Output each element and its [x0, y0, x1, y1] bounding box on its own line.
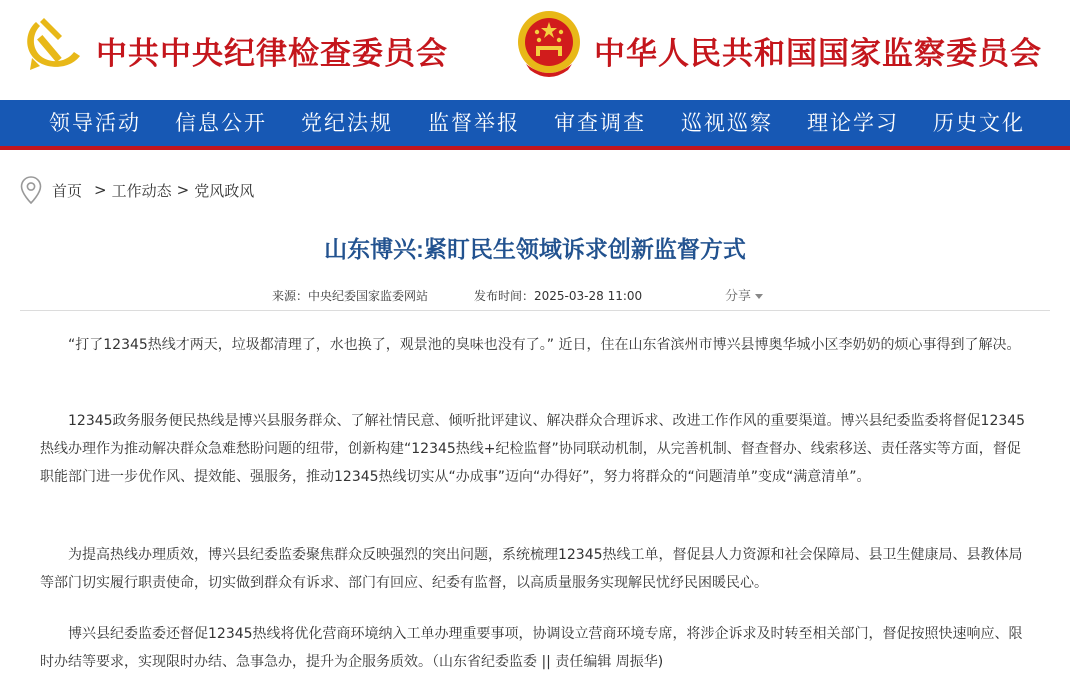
nav-item-investigation[interactable]: 审查调查	[554, 111, 646, 135]
breadcrumb-work-news[interactable]: 工作动态	[111, 181, 172, 200]
article-source	[272, 287, 428, 304]
nav-item-supervision-report[interactable]: 监督举报	[428, 111, 520, 135]
nav-item-theory-study[interactable]: 理论学习	[807, 111, 899, 135]
nav-item-leadership[interactable]: 领导活动	[49, 111, 141, 135]
breadcrumb	[20, 176, 254, 204]
article-paragraph: 12345政务服务便民热线是博兴县服务群众、了解社情民意、倾听批评建议、解决群众合理诉求、改进工作作风的重要渠道。博兴县纪委监委将督促12345热线办理作为推动解决群众急难愁盼问题的纽带，创新构建“12345热线+纪检监督”协同联动机制，从完善机制、督查督办、线索移送、责任落实等方面，督促职能部门进一步优作风、提效能、强服务，推动12345热线切实从“办成事”迈向“办得好”，努力将群众的“问题清单”变成“满意清单”。	[40, 413, 1026, 485]
party-emblem-icon	[18, 8, 86, 76]
source-value: 中央纪委国家监委网站	[308, 289, 429, 303]
share-label: 分享	[725, 289, 752, 304]
divider	[20, 310, 1050, 311]
main-nav	[0, 100, 1070, 150]
breadcrumb-conduct[interactable]: 党风政风	[194, 181, 255, 200]
time-label: 发布时间：	[474, 289, 535, 303]
right-site-title: 中华人民共和国国家监察委员会	[594, 36, 1042, 72]
location-pin-icon	[20, 176, 42, 204]
time-value: 2025-03-28 11:00	[534, 289, 643, 303]
article-paragraph: 为提高热线办理质效，博兴县纪委监委聚焦群众反映强烈的突出问题，系统梳理12345热线工单，督促县人力资源和社会保障局、县卫生健康局、县教体局等部门切实履行职责使命，切实做到群众有诉求、部门有回应、纪委有监督，以高质量服务实现解民忧纾民困暖民心。	[40, 547, 1023, 591]
nav-item-party-regulations[interactable]: 党纪法规	[301, 111, 393, 135]
national-emblem-icon	[516, 8, 582, 80]
article-title: 山东博兴:紧盯民生领域诉求创新监督方式	[324, 236, 746, 262]
share-button[interactable]	[725, 285, 763, 304]
breadcrumb-separator: >	[176, 181, 190, 199]
caret-down-icon	[755, 294, 763, 299]
source-label: 来源：	[272, 289, 309, 303]
left-site-title: 中共中央纪律检查委员会	[96, 36, 448, 72]
breadcrumb-home[interactable]: 首页	[52, 181, 83, 200]
article-paragraph: “打了12345热线才两天，垃圾都清理了，水也换了，观景池的臭味也没有了。” 近日，住在山东省滨州市博兴县博奥华城小区李奶奶的烦心事得到了解决。	[68, 337, 1021, 353]
nav-item-inspection-tours[interactable]: 巡视巡察	[681, 111, 773, 135]
article-time	[474, 287, 642, 304]
nav-item-history-culture[interactable]: 历史文化	[933, 111, 1025, 135]
site-header	[0, 0, 1070, 100]
breadcrumb-separator: >	[94, 181, 107, 199]
nav-item-info-disclosure[interactable]: 信息公开	[175, 111, 267, 135]
article-paragraph: 博兴县纪委监委还督促12345热线将优化营商环境纳入工单办理重要事项，协调设立营商环境专席，将涉企诉求及时转至相关部门，督促按照快速响应、限时办结等要求，实现限时办结、急事急办，提升为企服务质效。（山东省纪委监委 || 责任编辑 周振华)	[40, 626, 1023, 670]
